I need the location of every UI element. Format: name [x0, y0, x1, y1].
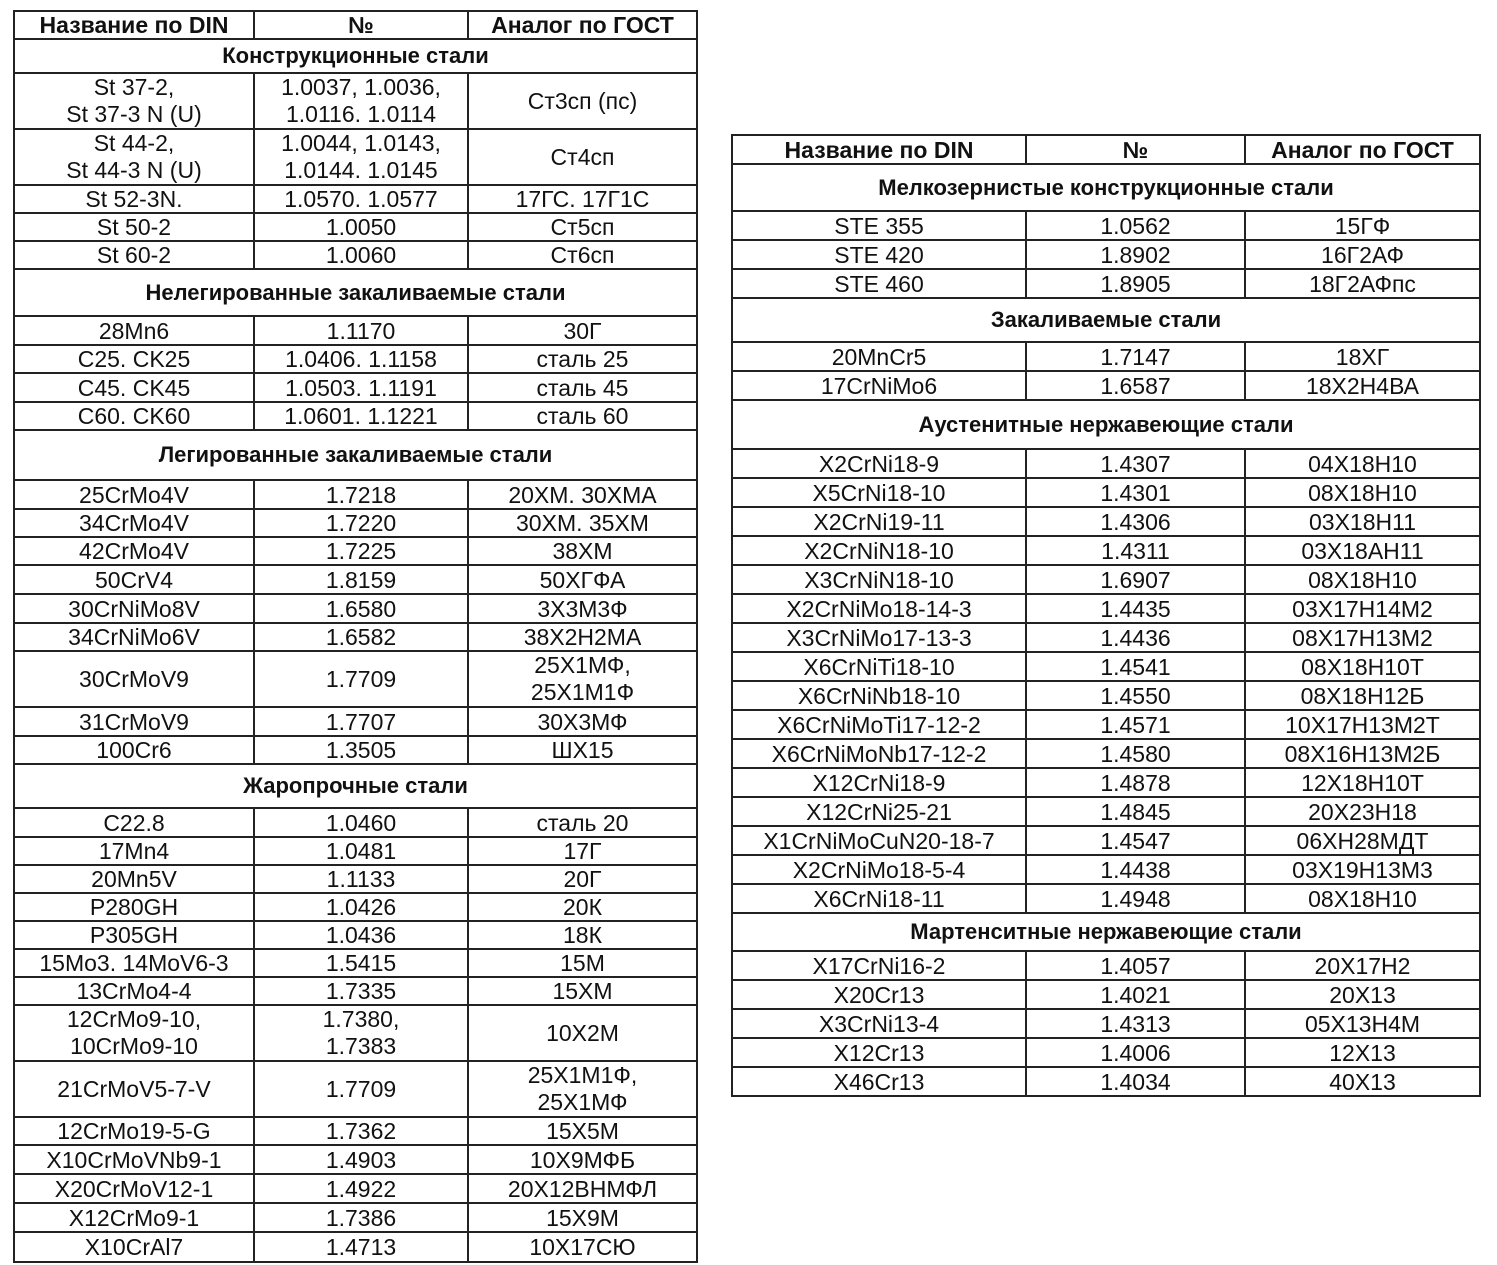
- table-row: [14, 241, 697, 269]
- cell-material-number: 1.7386: [254, 1203, 468, 1232]
- cell-gost-analog: 03Х18Н11: [1245, 507, 1480, 536]
- table-row: [14, 1174, 697, 1203]
- table-row: [732, 371, 1480, 400]
- section-title: Нелегированные закаливаемые стали: [14, 269, 697, 316]
- cell-din-name: X5CrNi18-10: [732, 478, 1026, 507]
- table-row: [732, 536, 1480, 565]
- cell-din-name: 25CrMo4V: [14, 480, 254, 509]
- cell-material-number: 1.0044, 1.0143, 1.0144. 1.0145: [254, 129, 468, 185]
- cell-gost-analog: 30ХМ. 35ХМ: [468, 509, 697, 537]
- cell-din-name: STE 460: [732, 269, 1026, 298]
- cell-material-number: 1.0050: [254, 213, 468, 241]
- cell-material-number: 1.4571: [1026, 710, 1245, 739]
- cell-material-number: 1.0503. 1.1191: [254, 373, 468, 402]
- cell-din-name: X2CrNiN18-10: [732, 536, 1026, 565]
- cell-gost-analog: 15Х9М: [468, 1203, 697, 1232]
- cell-din-name: St 37-2, St 37-3 N (U): [14, 73, 254, 129]
- steel-table-left: [13, 10, 698, 1263]
- cell-material-number: 1.0426: [254, 893, 468, 921]
- table-row: [14, 921, 697, 949]
- cell-din-name: X17CrNi16-2: [732, 951, 1026, 980]
- table-row: [732, 797, 1480, 826]
- cell-din-name: 21CrMoV5-7-V: [14, 1061, 254, 1117]
- table-row: [14, 345, 697, 373]
- section-title: Жаропрочные стали: [14, 764, 697, 808]
- cell-material-number: 1.8905: [1026, 269, 1245, 298]
- cell-material-number: 1.4435: [1026, 594, 1245, 623]
- cell-din-name: STE 355: [732, 211, 1026, 240]
- cell-din-name: 34CrNiMo6V: [14, 623, 254, 651]
- cell-gost-analog: 20Х12ВНМФЛ: [468, 1174, 697, 1203]
- table-row: [14, 1117, 697, 1145]
- cell-din-name: St 60-2: [14, 241, 254, 269]
- table-row: [732, 884, 1480, 913]
- cell-gost-analog: 08Х17Н13М2: [1245, 623, 1480, 652]
- table-row: [732, 739, 1480, 768]
- table-row: [732, 1038, 1480, 1067]
- cell-din-name: X2CrNiMo18-5-4: [732, 855, 1026, 884]
- cell-gost-analog: 03Х17Н14М2: [1245, 594, 1480, 623]
- cell-gost-analog: 04Х18Н10: [1245, 449, 1480, 478]
- cell-material-number: 1.4903: [254, 1145, 468, 1174]
- cell-din-name: 15Mo3. 14MoV6-3: [14, 949, 254, 977]
- cell-gost-analog: 40Х13: [1245, 1067, 1480, 1096]
- header-gost-analog: Аналог по ГОСТ: [1245, 135, 1480, 164]
- table-row: [14, 594, 697, 623]
- cell-material-number: 1.4541: [1026, 652, 1245, 681]
- cell-gost-analog: 10Х9МФБ: [468, 1145, 697, 1174]
- cell-gost-analog: 20Х23Н18: [1245, 797, 1480, 826]
- cell-gost-analog: Ст6сп: [468, 241, 697, 269]
- table-row: [732, 240, 1480, 269]
- cell-din-name: C22.8: [14, 808, 254, 837]
- cell-gost-analog: сталь 60: [468, 402, 697, 430]
- cell-gost-analog: 17Г: [468, 837, 697, 865]
- table-row: [732, 623, 1480, 652]
- cell-material-number: 1.4057: [1026, 951, 1245, 980]
- header-row: [14, 11, 697, 39]
- cell-gost-analog: 10Х17СЮ: [468, 1232, 697, 1262]
- cell-gost-analog: 15ГФ: [1245, 211, 1480, 240]
- cell-din-name: X6CrNiTi18-10: [732, 652, 1026, 681]
- cell-din-name: X10CrAl7: [14, 1232, 254, 1262]
- table-row: [14, 1145, 697, 1174]
- cell-din-name: 20Mn5V: [14, 865, 254, 893]
- table-row: [732, 507, 1480, 536]
- cell-din-name: X1CrNiMoCuN20-18-7: [732, 826, 1026, 855]
- table-row: [732, 211, 1480, 240]
- cell-material-number: 1.4438: [1026, 855, 1245, 884]
- cell-material-number: 1.0601. 1.1221: [254, 402, 468, 430]
- cell-din-name: X2CrNiMo18-14-3: [732, 594, 1026, 623]
- cell-din-name: 12CrMo9-10, 10CrMo9-10: [14, 1005, 254, 1061]
- cell-material-number: 1.0037, 1.0036, 1.0116. 1.0114: [254, 73, 468, 129]
- cell-gost-analog: Ст3сп (пс): [468, 73, 697, 129]
- cell-material-number: 1.7225: [254, 537, 468, 565]
- cell-gost-analog: 15М: [468, 949, 697, 977]
- cell-gost-analog: 08Х16Н13М2Б: [1245, 739, 1480, 768]
- cell-gost-analog: 08Х18Н12Б: [1245, 681, 1480, 710]
- table-row: [732, 710, 1480, 739]
- cell-gost-analog: 08Х18Н10: [1245, 884, 1480, 913]
- cell-material-number: 1.4311: [1026, 536, 1245, 565]
- cell-din-name: 12CrMo19-5-G: [14, 1117, 254, 1145]
- header-din-name: Название по DIN: [732, 135, 1026, 164]
- cell-din-name: P280GH: [14, 893, 254, 921]
- cell-material-number: 1.4547: [1026, 826, 1245, 855]
- cell-gost-analog: 20Х13: [1245, 980, 1480, 1009]
- cell-gost-analog: 20К: [468, 893, 697, 921]
- table-row: [14, 185, 697, 213]
- table-row: [14, 129, 697, 185]
- table-row: [14, 537, 697, 565]
- cell-gost-analog: 3Х3М3Ф: [468, 594, 697, 623]
- cell-gost-analog: ШХ15: [468, 736, 697, 764]
- cell-din-name: X6CrNi18-11: [732, 884, 1026, 913]
- cell-material-number: 1.4313: [1026, 1009, 1245, 1038]
- cell-din-name: X20Cr13: [732, 980, 1026, 1009]
- cell-material-number: 1.7335: [254, 977, 468, 1005]
- header-number: №: [254, 11, 468, 39]
- cell-material-number: 1.7218: [254, 480, 468, 509]
- cell-din-name: 20MnCr5: [732, 342, 1026, 371]
- table-row: [14, 1005, 697, 1061]
- section-title: Конструкционные стали: [14, 39, 697, 73]
- cell-material-number: 1.4550: [1026, 681, 1245, 710]
- table-row: [14, 736, 697, 764]
- table-row: [14, 707, 697, 736]
- cell-din-name: X6CrNiMoTi17-12-2: [732, 710, 1026, 739]
- cell-din-name: X3CrNi13-4: [732, 1009, 1026, 1038]
- cell-gost-analog: 30Г: [468, 316, 697, 345]
- cell-gost-analog: 18ХГ: [1245, 342, 1480, 371]
- cell-din-name: X12CrMo9-1: [14, 1203, 254, 1232]
- cell-material-number: 1.4006: [1026, 1038, 1245, 1067]
- table-row: [14, 73, 697, 129]
- table-row: [14, 865, 697, 893]
- cell-material-number: 1.4307: [1026, 449, 1245, 478]
- header-din-name: Название по DIN: [14, 11, 254, 39]
- cell-material-number: 1.4301: [1026, 478, 1245, 507]
- cell-din-name: X12Cr13: [732, 1038, 1026, 1067]
- table-row: [14, 623, 697, 651]
- cell-material-number: 1.7362: [254, 1117, 468, 1145]
- cell-din-name: St 50-2: [14, 213, 254, 241]
- cell-gost-analog: 12Х18Н10Т: [1245, 768, 1480, 797]
- cell-material-number: 1.6580: [254, 594, 468, 623]
- cell-material-number: 1.4021: [1026, 980, 1245, 1009]
- cell-material-number: 1.0460: [254, 808, 468, 837]
- cell-gost-analog: 18Г2АФпс: [1245, 269, 1480, 298]
- cell-material-number: 1.7709: [254, 1061, 468, 1117]
- cell-material-number: 1.7147: [1026, 342, 1245, 371]
- steel-table-right: [731, 134, 1481, 1097]
- table-row: [14, 1232, 697, 1262]
- cell-din-name: X3CrNiN18-10: [732, 565, 1026, 594]
- cell-din-name: C60. CK60: [14, 402, 254, 430]
- cell-material-number: 1.0562: [1026, 211, 1245, 240]
- table-row: [14, 480, 697, 509]
- cell-material-number: 1.0060: [254, 241, 468, 269]
- section-header-row: [732, 400, 1480, 449]
- cell-gost-analog: 15ХМ: [468, 977, 697, 1005]
- cell-gost-analog: 18К: [468, 921, 697, 949]
- cell-material-number: 1.4922: [254, 1174, 468, 1203]
- table-row: [732, 652, 1480, 681]
- cell-din-name: St 44-2, St 44-3 N (U): [14, 129, 254, 185]
- cell-gost-analog: 38Х2Н2МА: [468, 623, 697, 651]
- section-title: Аустенитные нержавеющие стали: [732, 400, 1480, 449]
- table-row: [14, 651, 697, 707]
- table-row: [14, 373, 697, 402]
- cell-gost-analog: 12Х13: [1245, 1038, 1480, 1067]
- cell-din-name: X2CrNi18-9: [732, 449, 1026, 478]
- cell-gost-analog: 30Х3МФ: [468, 707, 697, 736]
- section-header-row: [732, 913, 1480, 951]
- section-header-row: [14, 39, 697, 73]
- table-row: [14, 1061, 697, 1117]
- table-row: [732, 768, 1480, 797]
- cell-gost-analog: 10Х2М: [468, 1005, 697, 1061]
- cell-gost-analog: 25Х1М1Ф, 25Х1МФ: [468, 1061, 697, 1117]
- section-header-row: [732, 298, 1480, 342]
- cell-gost-analog: сталь 25: [468, 345, 697, 373]
- table-row: [732, 1067, 1480, 1096]
- cell-gost-analog: 08Х18Н10: [1245, 565, 1480, 594]
- table-row: [732, 855, 1480, 884]
- cell-gost-analog: 16Г2АФ: [1245, 240, 1480, 269]
- section-header-row: [14, 269, 697, 316]
- table-row: [14, 977, 697, 1005]
- cell-din-name: X3CrNiMo17-13-3: [732, 623, 1026, 652]
- cell-din-name: 50CrV4: [14, 565, 254, 594]
- cell-gost-analog: сталь 45: [468, 373, 697, 402]
- cell-material-number: 1.6587: [1026, 371, 1245, 400]
- cell-material-number: 1.6907: [1026, 565, 1245, 594]
- cell-gost-analog: Ст4сп: [468, 129, 697, 185]
- cell-gost-analog: 38ХМ: [468, 537, 697, 565]
- cell-gost-analog: 20ХМ. 30ХМА: [468, 480, 697, 509]
- cell-din-name: X12CrNi18-9: [732, 768, 1026, 797]
- header-number: №: [1026, 135, 1245, 164]
- table-row: [14, 893, 697, 921]
- table-row: [14, 837, 697, 865]
- table-row: [732, 681, 1480, 710]
- cell-material-number: 1.7380, 1.7383: [254, 1005, 468, 1061]
- cell-material-number: 1.1170: [254, 316, 468, 345]
- section-header-row: [14, 430, 697, 480]
- cell-material-number: 1.0406. 1.1158: [254, 345, 468, 373]
- table-row: [14, 316, 697, 345]
- table-row: [732, 826, 1480, 855]
- cell-material-number: 1.8902: [1026, 240, 1245, 269]
- cell-din-name: 17Mn4: [14, 837, 254, 865]
- cell-material-number: 1.3505: [254, 736, 468, 764]
- table-row: [732, 565, 1480, 594]
- section-header-row: [732, 164, 1480, 211]
- cell-gost-analog: 03Х18АН11: [1245, 536, 1480, 565]
- table-row: [732, 594, 1480, 623]
- cell-material-number: 1.1133: [254, 865, 468, 893]
- cell-din-name: X10CrMoVNb9-1: [14, 1145, 254, 1174]
- section-header-row: [14, 764, 697, 808]
- header-row: [732, 135, 1480, 164]
- cell-material-number: 1.7220: [254, 509, 468, 537]
- cell-din-name: 34CrMo4V: [14, 509, 254, 537]
- table-row: [732, 951, 1480, 980]
- cell-din-name: 30CrNiMo8V: [14, 594, 254, 623]
- cell-material-number: 1.4306: [1026, 507, 1245, 536]
- table-row: [14, 808, 697, 837]
- cell-din-name: 30CrMoV9: [14, 651, 254, 707]
- cell-din-name: X6CrNiMoNb17-12-2: [732, 739, 1026, 768]
- cell-din-name: C25. CK25: [14, 345, 254, 373]
- cell-din-name: X6CrNiNb18-10: [732, 681, 1026, 710]
- cell-material-number: 1.5415: [254, 949, 468, 977]
- cell-gost-analog: 25Х1МФ, 25Х1М1Ф: [468, 651, 697, 707]
- cell-material-number: 1.4436: [1026, 623, 1245, 652]
- cell-din-name: St 52-3N.: [14, 185, 254, 213]
- cell-material-number: 1.4034: [1026, 1067, 1245, 1096]
- cell-material-number: 1.6582: [254, 623, 468, 651]
- cell-gost-analog: 20Г: [468, 865, 697, 893]
- cell-gost-analog: 17ГС. 17Г1С: [468, 185, 697, 213]
- table-row: [14, 949, 697, 977]
- table-row: [14, 402, 697, 430]
- cell-gost-analog: 05Х13Н4М: [1245, 1009, 1480, 1038]
- cell-material-number: 1.4948: [1026, 884, 1245, 913]
- cell-material-number: 1.4878: [1026, 768, 1245, 797]
- cell-din-name: P305GH: [14, 921, 254, 949]
- cell-din-name: 17CrNiMo6: [732, 371, 1026, 400]
- cell-gost-analog: 50ХГФА: [468, 565, 697, 594]
- table-row: [14, 509, 697, 537]
- cell-material-number: 1.8159: [254, 565, 468, 594]
- section-title: Мелкозернистые конструкционные стали: [732, 164, 1480, 211]
- section-title: Закаливаемые стали: [732, 298, 1480, 342]
- cell-gost-analog: сталь 20: [468, 808, 697, 837]
- cell-gost-analog: 08Х18Н10: [1245, 478, 1480, 507]
- table-row: [732, 980, 1480, 1009]
- cell-material-number: 1.7707: [254, 707, 468, 736]
- cell-gost-analog: 18Х2Н4ВА: [1245, 371, 1480, 400]
- cell-din-name: X20CrMoV12-1: [14, 1174, 254, 1203]
- cell-gost-analog: 06ХН28МДТ: [1245, 826, 1480, 855]
- cell-material-number: 1.4580: [1026, 739, 1245, 768]
- table-row: [732, 269, 1480, 298]
- cell-material-number: 1.4713: [254, 1232, 468, 1262]
- cell-din-name: 100Cr6: [14, 736, 254, 764]
- cell-din-name: X2CrNi19-11: [732, 507, 1026, 536]
- header-gost-analog: Аналог по ГОСТ: [468, 11, 697, 39]
- table-row: [732, 449, 1480, 478]
- cell-gost-analog: 03Х19Н13М3: [1245, 855, 1480, 884]
- cell-gost-analog: 20Х17Н2: [1245, 951, 1480, 980]
- table-row: [14, 565, 697, 594]
- cell-din-name: 13CrMo4-4: [14, 977, 254, 1005]
- section-title: Мартенситные нержавеющие стали: [732, 913, 1480, 951]
- cell-din-name: 28Mn6: [14, 316, 254, 345]
- cell-material-number: 1.0481: [254, 837, 468, 865]
- table-row: [14, 1203, 697, 1232]
- cell-material-number: 1.7709: [254, 651, 468, 707]
- cell-din-name: X46Cr13: [732, 1067, 1026, 1096]
- cell-din-name: 31CrMoV9: [14, 707, 254, 736]
- cell-material-number: 1.0436: [254, 921, 468, 949]
- table-row: [732, 478, 1480, 507]
- cell-gost-analog: 08Х18Н10Т: [1245, 652, 1480, 681]
- cell-gost-analog: 10Х17Н13М2Т: [1245, 710, 1480, 739]
- cell-din-name: 42CrMo4V: [14, 537, 254, 565]
- cell-gost-analog: Ст5сп: [468, 213, 697, 241]
- section-title: Легированные закаливаемые стали: [14, 430, 697, 480]
- table-row: [732, 1009, 1480, 1038]
- table-row: [14, 213, 697, 241]
- cell-din-name: C45. CK45: [14, 373, 254, 402]
- cell-material-number: 1.0570. 1.0577: [254, 185, 468, 213]
- cell-gost-analog: 15Х5М: [468, 1117, 697, 1145]
- cell-material-number: 1.4845: [1026, 797, 1245, 826]
- cell-din-name: X12CrNi25-21: [732, 797, 1026, 826]
- cell-din-name: STE 420: [732, 240, 1026, 269]
- table-row: [732, 342, 1480, 371]
